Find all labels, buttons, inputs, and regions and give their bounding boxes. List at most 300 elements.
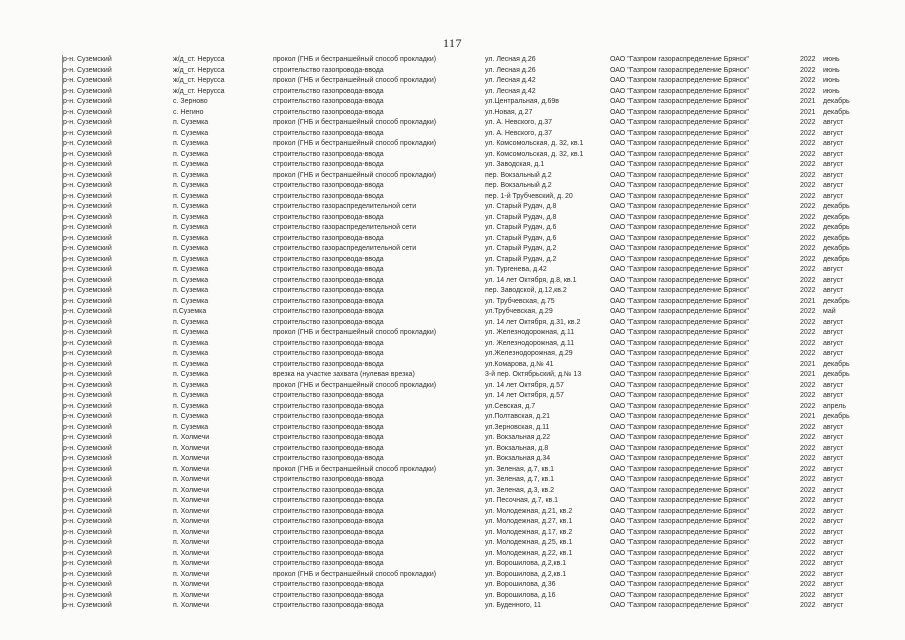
settlement-cell: п. Суземка xyxy=(173,255,209,263)
address-cell: ул.Новая, д.27 xyxy=(485,108,533,116)
year-cell: 2022 xyxy=(800,255,816,263)
address-cell: ул. 14 лет Октября, д.8, кв.1 xyxy=(485,276,577,284)
month-cell: август xyxy=(823,570,844,578)
organization-cell: ОАО "Газпром газораспределение Брянск" xyxy=(610,161,749,168)
year-cell: 2022 xyxy=(800,570,816,578)
work-type-cell: строительство газопровода-ввода xyxy=(273,360,384,368)
work-type-cell: прокол (ГНБ и бестраншейный способ прокладки) xyxy=(273,77,437,84)
organization-cell: ОАО "Газпром газораспределение Брянск" xyxy=(610,465,749,473)
district-cell: р-н. Суземский xyxy=(63,266,112,273)
organization-cell: ОАО "Газпром газораспределение Брянск" xyxy=(610,549,749,557)
address-cell: ул. Зеленая, д.7, кв.1 xyxy=(485,476,555,483)
year-cell: 2022 xyxy=(800,182,816,189)
month-cell: август xyxy=(823,507,844,515)
settlement-cell: ж/д_ст. Нерусса xyxy=(173,56,225,63)
year-cell: 2021 xyxy=(800,360,816,368)
year-cell: 2022 xyxy=(800,140,816,147)
month-cell: август xyxy=(823,150,844,158)
year-cell: 2022 xyxy=(800,308,816,315)
address-cell: ул. Буденного, 11 xyxy=(485,602,542,609)
district-cell: р-н. Суземский xyxy=(63,423,112,431)
month-cell: август xyxy=(823,602,844,609)
settlement-cell: п. Холмечи xyxy=(173,476,210,483)
district-cell: р-н. Суземский xyxy=(63,392,112,399)
work-type-cell: строительство газопровода-ввода xyxy=(273,297,384,305)
work-type-cell: строительство газопровода-ввода xyxy=(273,392,384,399)
settlement-cell: п. Холмечи xyxy=(173,444,210,452)
year-cell: 2022 xyxy=(800,129,816,137)
year-cell: 2022 xyxy=(800,287,816,294)
address-cell: ул. Молодежная, д.22, кв.1 xyxy=(485,549,573,557)
district-cell: р-н. Суземский xyxy=(63,518,112,525)
district-cell: р-н. Суземский xyxy=(63,486,112,494)
address-cell: пер. 1-й Трубчевский, д. 20 xyxy=(485,192,573,200)
address-cell: ул. Старый Рудач, д.2 xyxy=(485,255,557,263)
month-cell: август xyxy=(823,455,844,462)
month-cell: август xyxy=(823,276,844,284)
address-cell: ул. 14 лет Октября, д.31, кв.2 xyxy=(485,318,581,326)
year-cell: 2022 xyxy=(800,507,816,515)
organization-cell: ОАО "Газпром газораспределение Брянск" xyxy=(610,350,749,357)
settlement-cell: п. Холмечи xyxy=(173,434,210,441)
work-type-cell: строительство газопровода-ввода xyxy=(273,66,384,74)
district-cell: р-н. Суземский xyxy=(63,507,112,515)
settlement-cell: п. Суземка xyxy=(173,371,209,378)
work-type-cell: прокол (ГНБ и бестраншейный способ прокладки) xyxy=(273,465,437,473)
year-cell: 2022 xyxy=(800,203,816,210)
month-cell: август xyxy=(823,329,844,336)
work-type-cell: строительство газопровода-ввода xyxy=(273,497,384,504)
year-cell: 2022 xyxy=(800,528,816,536)
work-type-cell: строительство газопровода-ввода xyxy=(273,287,384,294)
organization-cell: ОАО "Газпром газораспределение Брянск" xyxy=(610,444,749,452)
work-type-cell: строительство газопровода-ввода xyxy=(273,402,384,410)
district-cell: р-н. Суземский xyxy=(63,108,112,116)
month-cell: август xyxy=(823,434,844,441)
work-type-cell: строительство газопровода-ввода xyxy=(273,539,384,546)
organization-cell: ОАО "Газпром газораспределение Брянск" xyxy=(610,213,749,221)
address-cell: ул. Старый Рудач, д.6 xyxy=(485,224,557,231)
work-type-cell: строительство газопровода-ввода xyxy=(273,518,384,525)
district-cell: р-н. Суземский xyxy=(63,287,112,294)
district-cell: р-н. Суземский xyxy=(63,161,112,168)
settlement-cell: п. Суземка xyxy=(173,350,209,357)
address-cell: ул.Севская, д.7 xyxy=(485,402,536,410)
address-cell: ул. Заводская, д.1 xyxy=(485,161,545,168)
month-cell: август xyxy=(823,339,844,347)
address-cell: ул. Лесная д.42 xyxy=(485,77,536,84)
year-cell: 2022 xyxy=(800,581,816,588)
month-cell: декабрь xyxy=(823,245,850,252)
settlement-cell: с. Зерново xyxy=(173,98,208,105)
month-cell: август xyxy=(823,497,844,504)
month-cell: август xyxy=(823,591,844,599)
work-type-cell: строительство газопровода-ввода xyxy=(273,150,384,158)
organization-cell: ОАО "Газпром газораспределение Брянск" xyxy=(610,591,749,599)
organization-cell: ОАО "Газпром газораспределение Брянск" xyxy=(610,486,749,494)
year-cell: 2022 xyxy=(800,77,816,84)
settlement-cell: п. Холмечи xyxy=(173,591,210,599)
organization-cell: ОАО "Газпром газораспределение Брянск" xyxy=(610,77,749,84)
organization-cell: ОАО "Газпром газораспределение Брянск" xyxy=(610,423,749,431)
work-type-cell: строительство газопровода-ввода xyxy=(273,528,384,536)
address-cell: ул. Зеленая, д.3, кв.2 xyxy=(485,486,555,494)
work-type-cell: строительство газопровода-ввода xyxy=(273,213,384,221)
address-cell: ул. Ворошилова, д.2,кв.1 xyxy=(485,570,567,578)
year-cell: 2022 xyxy=(800,539,816,546)
settlement-cell: п. Суземка xyxy=(173,182,209,189)
organization-cell: ОАО "Газпром газораспределение Брянск" xyxy=(610,308,749,315)
page-number: 117 xyxy=(442,36,463,50)
address-cell: ул. Тургенева, д.42 xyxy=(485,266,547,273)
month-cell: август xyxy=(823,287,844,294)
settlement-cell: п. Суземка xyxy=(173,392,209,399)
month-cell: август xyxy=(823,465,844,473)
settlement-cell: п. Суземка xyxy=(173,381,209,389)
month-cell: август xyxy=(823,182,844,189)
organization-cell: ОАО "Газпром газораспределение Брянск" xyxy=(610,528,749,536)
district-cell: р-н. Суземский xyxy=(63,245,112,252)
work-type-cell: прокол (ГНБ и бестраншейный способ прокладки) xyxy=(273,56,437,63)
month-cell: август xyxy=(823,161,844,168)
work-type-cell: строительство газопровода-ввода xyxy=(273,476,384,483)
work-type-cell: строительство газопровода-ввода xyxy=(273,182,384,189)
address-cell: ул. Молодежная, д.27, кв.1 xyxy=(485,518,573,525)
organization-cell: ОАО "Газпром газораспределение Брянск" xyxy=(610,255,749,263)
organization-cell: ОАО "Газпром газораспределение Брянск" xyxy=(610,66,749,74)
settlement-cell: п. Суземка xyxy=(173,245,209,252)
district-cell: р-н. Суземский xyxy=(63,140,112,147)
settlement-cell: п. Холмечи xyxy=(173,465,210,473)
work-type-cell: строительство газопровода-ввода xyxy=(273,318,384,326)
settlement-cell: п. Суземка xyxy=(173,297,209,305)
settlement-cell: п. Суземка xyxy=(173,203,209,210)
district-cell: р-н. Суземский xyxy=(63,570,112,578)
organization-cell: ОАО "Газпром газораспределение Брянск" xyxy=(610,87,749,95)
organization-cell: ОАО "Газпром газораспределение Брянск" xyxy=(610,329,749,336)
organization-cell: ОАО "Газпром газораспределение Брянск" xyxy=(610,455,749,462)
month-cell: август xyxy=(823,476,844,483)
month-cell: август xyxy=(823,528,844,536)
year-cell: 2022 xyxy=(800,339,816,347)
work-type-cell: прокол (ГНБ и бестраншейный способ прокладки) xyxy=(273,381,437,389)
district-cell: р-н. Суземский xyxy=(63,255,112,263)
district-cell: р-н. Суземский xyxy=(63,476,112,483)
district-cell: р-н. Суземский xyxy=(63,66,112,74)
work-type-cell: строительство газопровода-ввода xyxy=(273,549,384,557)
month-cell: август xyxy=(823,560,844,567)
work-type-cell: строительство газопровода-ввода xyxy=(273,108,384,116)
organization-cell: ОАО "Газпром газораспределение Брянск" xyxy=(610,402,749,410)
work-type-cell: строительство газопровода-ввода xyxy=(273,161,384,168)
work-type-cell: строительство газопровода-ввода xyxy=(273,413,384,420)
settlement-cell: п. Холмечи xyxy=(173,539,210,546)
work-type-cell: строительство газопровода-ввода xyxy=(273,350,384,357)
district-cell: р-н. Суземский xyxy=(63,318,112,326)
work-type-cell: строительство газопровода-ввода xyxy=(273,486,384,494)
address-cell: ул. Вокзальная, д.8 xyxy=(485,444,549,452)
year-cell: 2022 xyxy=(800,402,816,410)
settlement-cell: ж/д_ст. Нерусса xyxy=(173,77,225,84)
address-cell: ул. Железнодорожная, д.11 xyxy=(485,329,575,336)
year-cell: 2022 xyxy=(800,560,816,567)
year-cell: 2022 xyxy=(800,465,816,473)
settlement-cell: п. Суземка xyxy=(173,276,209,284)
organization-cell: ОАО "Газпром газораспределение Брянск" xyxy=(610,266,749,273)
work-type-cell: врезка на участке захвата (нулевая врезка) xyxy=(273,371,415,378)
district-cell: р-н. Суземский xyxy=(63,444,112,452)
address-cell: ул. Старый Рудач, д.6 xyxy=(485,234,557,242)
address-cell: ул. Песочная, д.7, кв.1 xyxy=(485,497,559,504)
month-cell: июнь xyxy=(823,66,840,74)
year-cell: 2022 xyxy=(800,224,816,231)
address-cell: ул. Молодежная, д.21, кв.2 xyxy=(485,507,573,515)
address-cell: ул. Вокзальная д.22 xyxy=(485,434,551,441)
year-cell: 2022 xyxy=(800,329,816,336)
settlement-cell: п. Суземка xyxy=(173,413,209,420)
district-cell: р-н. Суземский xyxy=(63,360,112,368)
organization-cell: ОАО "Газпром газораспределение Брянск" xyxy=(610,381,749,389)
month-cell: август xyxy=(823,192,844,200)
year-cell: 2022 xyxy=(800,318,816,326)
district-cell: р-н. Суземский xyxy=(63,77,112,84)
settlement-cell: п. Суземка xyxy=(173,339,209,347)
address-cell: ул. Железнодорожная, д.11 xyxy=(485,339,575,347)
address-cell: ул. Старый Рудач, д.8 xyxy=(485,213,557,221)
month-cell: август xyxy=(823,381,844,389)
organization-cell: ОАО "Газпром газораспределение Брянск" xyxy=(610,56,749,63)
year-cell: 2022 xyxy=(800,455,816,462)
address-cell: ул. Комсомольская, д. 32, кв.1 xyxy=(485,140,584,147)
work-type-cell: строительство газопровода-ввода xyxy=(273,98,384,105)
district-cell: р-н. Суземский xyxy=(63,350,112,357)
settlement-cell: п.Суземка xyxy=(173,308,207,315)
year-cell: 2022 xyxy=(800,192,816,200)
month-cell: декабрь xyxy=(823,98,850,105)
year-cell: 2022 xyxy=(800,486,816,494)
settlement-cell: п. Холмечи xyxy=(173,570,210,578)
month-cell: декабрь xyxy=(823,108,850,116)
district-cell: р-н. Суземский xyxy=(63,276,112,284)
organization-cell: ОАО "Газпром газораспределение Брянск" xyxy=(610,297,749,305)
year-cell: 2022 xyxy=(800,381,816,389)
year-cell: 2022 xyxy=(800,497,816,504)
settlement-cell: ж/д_ст. Нерусса xyxy=(173,66,225,74)
month-cell: декабрь xyxy=(823,255,850,263)
district-cell: р-н. Суземский xyxy=(63,413,112,420)
settlement-cell: п. Холмечи xyxy=(173,518,210,525)
district-cell: р-н. Суземский xyxy=(63,308,112,315)
work-type-cell: строительство газопровода-ввода xyxy=(273,87,384,95)
year-cell: 2022 xyxy=(800,549,816,557)
month-cell: август xyxy=(823,266,844,273)
district-cell: р-н. Суземский xyxy=(63,329,112,336)
organization-cell: ОАО "Газпром газораспределение Брянск" xyxy=(610,602,749,609)
district-cell: р-н. Суземский xyxy=(63,549,112,557)
month-cell: декабрь xyxy=(823,371,850,378)
year-cell: 2022 xyxy=(800,119,816,126)
year-cell: 2021 xyxy=(800,297,816,305)
settlement-cell: п. Холмечи xyxy=(173,581,210,588)
district-cell: р-н. Суземский xyxy=(63,371,112,378)
district-cell: р-н. Суземский xyxy=(63,434,112,441)
district-cell: р-н. Суземский xyxy=(63,213,112,221)
work-type-cell: строительство газораспределительной сети xyxy=(273,224,417,231)
district-cell: р-н. Суземский xyxy=(63,465,112,473)
address-cell: ул. Старый Рудач, д.8 xyxy=(485,203,557,210)
district-cell: р-н. Суземский xyxy=(63,203,112,210)
district-cell: р-н. Суземский xyxy=(63,339,112,347)
settlement-cell: п. Холмечи xyxy=(173,455,210,462)
settlement-cell: п. Суземка xyxy=(173,360,209,368)
work-type-cell: прокол (ГНБ и бестраншейный способ прокладки) xyxy=(273,119,437,126)
year-cell: 2022 xyxy=(800,602,816,609)
month-cell: декабрь xyxy=(823,224,850,231)
year-cell: 2022 xyxy=(800,423,816,431)
year-cell: 2021 xyxy=(800,413,816,420)
district-cell: р-н. Суземский xyxy=(63,297,112,305)
organization-cell: ОАО "Газпром газораспределение Брянск" xyxy=(610,339,749,347)
district-cell: р-н. Суземский xyxy=(63,192,112,200)
settlement-cell: п. Холмечи xyxy=(173,507,210,515)
month-cell: август xyxy=(823,119,844,126)
work-type-cell: строительство газораспределительной сети xyxy=(273,203,417,210)
year-cell: 2021 xyxy=(800,108,816,116)
year-cell: 2022 xyxy=(800,276,816,284)
settlement-cell: п. Суземка xyxy=(173,161,209,168)
organization-cell: ОАО "Газпром газораспределение Брянск" xyxy=(610,245,749,252)
settlement-cell: п. Суземка xyxy=(173,329,209,336)
organization-cell: ОАО "Газпром газораспределение Брянск" xyxy=(610,581,749,588)
month-cell: август xyxy=(823,486,844,494)
organization-cell: ОАО "Газпром газораспределение Брянск" xyxy=(610,192,749,200)
month-cell: апрель xyxy=(823,402,846,410)
settlement-cell: п. Холмечи xyxy=(173,560,210,567)
settlement-cell: п. Суземка xyxy=(173,140,209,147)
work-type-cell: строительство газопровода-ввода xyxy=(273,455,384,462)
settlement-cell: п. Суземка xyxy=(173,423,209,431)
address-cell: ул. Лесная д.26 xyxy=(485,56,536,63)
organization-cell: ОАО "Газпром газораспределение Брянск" xyxy=(610,560,749,567)
month-cell: август xyxy=(823,350,844,357)
organization-cell: ОАО "Газпром газораспределение Брянск" xyxy=(610,203,749,210)
month-cell: июнь xyxy=(823,77,840,84)
work-type-cell: строительство газопровода-ввода xyxy=(273,581,384,588)
settlement-cell: п. Суземка xyxy=(173,213,209,221)
district-cell: р-н. Суземский xyxy=(63,98,112,105)
organization-cell: ОАО "Газпром газораспределение Брянск" xyxy=(610,276,749,284)
settlement-cell: п. Суземка xyxy=(173,224,209,231)
organization-cell: ОАО "Газпром газораспределение Брянск" xyxy=(610,539,749,546)
year-cell: 2022 xyxy=(800,476,816,483)
district-cell: р-н. Суземский xyxy=(63,581,112,588)
work-type-cell: строительство газопровода-ввода xyxy=(273,192,384,200)
address-cell: ул.Полтавская, д.21 xyxy=(485,413,550,420)
settlement-cell: п. Суземка xyxy=(173,318,209,326)
address-cell: ул.Центральная, д.69в xyxy=(485,98,560,105)
address-cell: ул.Зерновская, д.11 xyxy=(485,423,550,431)
district-cell: р-н. Суземский xyxy=(63,150,112,158)
organization-cell: ОАО "Газпром газораспределение Брянск" xyxy=(610,392,749,399)
address-cell: ул. Зеленая, д.7, кв.1 xyxy=(485,465,555,473)
district-cell: р-н. Суземский xyxy=(63,56,112,63)
month-cell: декабрь xyxy=(823,234,850,242)
month-cell: август xyxy=(823,318,844,326)
year-cell: 2022 xyxy=(800,518,816,525)
work-type-cell: прокол (ГНБ и бестраншейный способ прокладки) xyxy=(273,171,437,179)
work-type-cell: строительство газопровода-ввода xyxy=(273,255,384,263)
district-cell: р-н. Суземский xyxy=(63,560,112,567)
work-type-cell: строительство газораспределительной сети xyxy=(273,245,417,252)
organization-cell: ОАО "Газпром газораспределение Брянск" xyxy=(610,497,749,504)
year-cell: 2022 xyxy=(800,266,816,273)
organization-cell: ОАО "Газпром газораспределение Брянск" xyxy=(610,476,749,483)
settlement-cell: п. Холмечи xyxy=(173,602,210,609)
settlement-cell: п. Суземка xyxy=(173,192,209,200)
settlement-cell: п. Суземка xyxy=(173,266,209,273)
address-cell: ул. 14 лет Октября, д.57 xyxy=(485,392,564,399)
organization-cell: ОАО "Газпром газораспределение Брянск" xyxy=(610,129,749,137)
address-cell: ул. Трубчевская, д.75 xyxy=(485,297,555,305)
year-cell: 2022 xyxy=(800,245,816,252)
year-cell: 2022 xyxy=(800,350,816,357)
organization-cell: ОАО "Газпром газораспределение Брянск" xyxy=(610,570,749,578)
address-cell: ул. Ворошилова, д.16 xyxy=(485,591,556,599)
month-cell: июнь xyxy=(823,56,840,63)
district-cell: р-н. Суземский xyxy=(63,591,112,599)
work-type-cell: строительство газопровода-ввода xyxy=(273,602,384,609)
settlement-cell: п. Холмечи xyxy=(173,549,210,557)
organization-cell: ОАО "Газпром газораспределение Брянск" xyxy=(610,318,749,326)
address-cell: пер. Вокзальный д.2 xyxy=(485,182,552,189)
year-cell: 2022 xyxy=(800,87,816,95)
settlement-cell: п. Холмечи xyxy=(173,486,210,494)
address-cell: ул. А. Невского, д.37 xyxy=(485,129,552,137)
year-cell: 2022 xyxy=(800,434,816,441)
settlement-cell: п. Суземка xyxy=(173,150,209,158)
month-cell: август xyxy=(823,392,844,399)
year-cell: 2022 xyxy=(800,161,816,168)
month-cell: декабрь xyxy=(823,203,850,210)
month-cell: август xyxy=(823,171,844,179)
organization-cell: ОАО "Газпром газораспределение Брянск" xyxy=(610,98,749,105)
work-type-cell: строительство газопровода-ввода xyxy=(273,234,384,242)
month-cell: август xyxy=(823,140,844,147)
year-cell: 2022 xyxy=(800,150,816,158)
work-type-cell: строительство газопровода-ввода xyxy=(273,560,384,567)
organization-cell: ОАО "Газпром газораспределение Брянск" xyxy=(610,171,749,179)
month-cell: август xyxy=(823,444,844,452)
organization-cell: ОАО "Газпром газораспределение Брянск" xyxy=(610,150,749,158)
district-cell: р-н. Суземский xyxy=(63,129,112,137)
address-cell: ул. Вокзальная д.34 xyxy=(485,455,551,462)
district-cell: р-н. Суземский xyxy=(63,528,112,536)
address-cell: ул.Трубчевская, д.29 xyxy=(485,308,553,315)
address-cell: ул. Молодежная, д.17, кв.2 xyxy=(485,528,573,536)
work-type-cell: прокол (ГНБ и бестраншейный способ прокладки) xyxy=(273,140,437,147)
month-cell: декабрь xyxy=(823,213,850,221)
organization-cell: ОАО "Газпром газораспределение Брянск" xyxy=(610,119,749,126)
organization-cell: ОАО "Газпром газораспределение Брянск" xyxy=(610,434,749,441)
work-type-cell: строительство газопровода-ввода xyxy=(273,266,384,273)
year-cell: 2022 xyxy=(800,591,816,599)
address-cell: ул. Ворошилова, д.36 xyxy=(485,581,556,588)
organization-cell: ОАО "Газпром газораспределение Брянск" xyxy=(610,140,749,147)
district-cell: р-н. Суземский xyxy=(63,497,112,504)
organization-cell: ОАО "Газпром газораспределение Брянск" xyxy=(610,234,749,242)
organization-cell: ОАО "Газпром газораспределение Брянск" xyxy=(610,507,749,515)
address-cell: пер. Заводской, д.12,кв.2 xyxy=(485,287,567,294)
